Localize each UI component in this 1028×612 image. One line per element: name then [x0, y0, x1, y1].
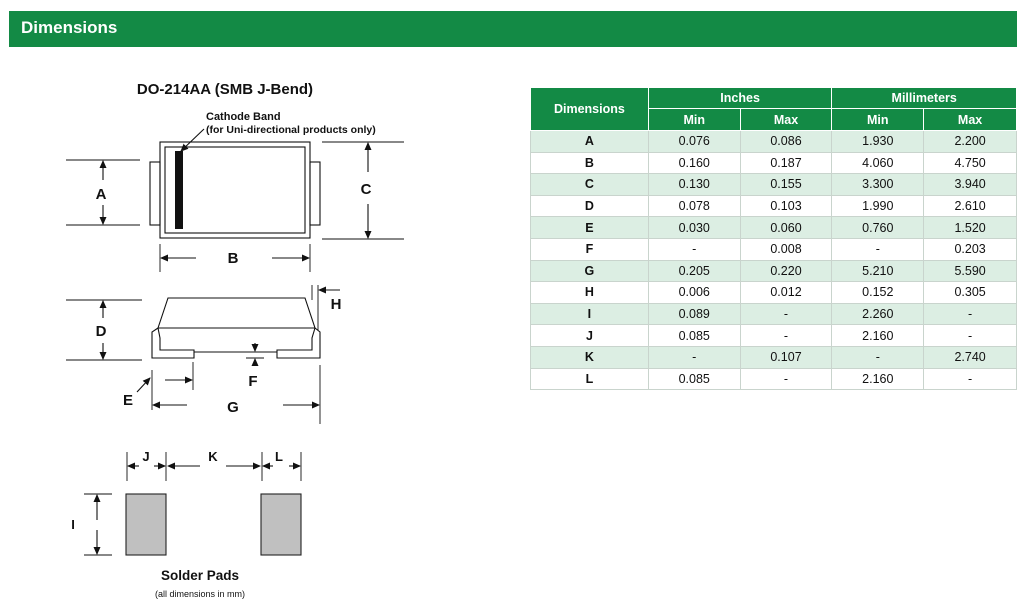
- cell-mm-max: 2.610: [924, 195, 1017, 217]
- solder-pad-right: [261, 494, 301, 555]
- j-lead-outline: [152, 328, 320, 358]
- cell-inches-min: 0.006: [648, 282, 740, 304]
- cell-mm-min: 0.152: [832, 282, 924, 304]
- cell-dimension: F: [531, 238, 649, 260]
- cell-dimension: G: [531, 260, 649, 282]
- cell-inches-max: 0.012: [740, 282, 832, 304]
- dim-label-a: A: [95, 186, 107, 203]
- cell-dimension: C: [531, 174, 649, 196]
- cell-mm-min: 1.990: [832, 195, 924, 217]
- side-view: [66, 285, 340, 424]
- cell-inches-max: -: [740, 368, 832, 390]
- cell-inches-max: 0.155: [740, 174, 832, 196]
- right-lead: [310, 162, 320, 225]
- cell-inches-min: -: [648, 238, 740, 260]
- col-header-dimensions: Dimensions: [531, 88, 649, 131]
- dim-label-d: D: [95, 323, 107, 340]
- table-row: [531, 368, 1017, 390]
- cell-mm-min: 3.300: [832, 174, 924, 196]
- solder-pad-left: [126, 494, 166, 555]
- cell-dimension: B: [531, 152, 649, 174]
- cell-mm-max: 0.203: [924, 238, 1017, 260]
- col-header-inches-max: Max: [740, 109, 832, 131]
- cell-dimension: L: [531, 368, 649, 390]
- cell-inches-min: 0.078: [648, 195, 740, 217]
- cell-inches-min: 0.085: [648, 368, 740, 390]
- solder-pads-view: [84, 452, 301, 555]
- col-header-inches-min: Min: [648, 109, 740, 131]
- cell-mm-max: 2.740: [924, 346, 1017, 368]
- section-title: Dimensions: [21, 18, 118, 37]
- table-row: [531, 282, 1017, 304]
- table-row: [531, 303, 1017, 325]
- solder-pads-title: Solder Pads: [160, 568, 240, 583]
- cell-inches-max: -: [740, 325, 832, 347]
- cell-mm-max: 0.305: [924, 282, 1017, 304]
- cell-dimension: E: [531, 217, 649, 239]
- table-row: [531, 346, 1017, 368]
- dim-label-e: E: [122, 392, 134, 409]
- cell-mm-min: 5.210: [832, 260, 924, 282]
- cell-dimension: J: [531, 325, 649, 347]
- cell-dimension: H: [531, 282, 649, 304]
- table-row: [531, 131, 1017, 153]
- cell-inches-min: 0.076: [648, 131, 740, 153]
- cell-mm-max: -: [924, 368, 1017, 390]
- cell-mm-max: -: [924, 325, 1017, 347]
- table-row: [531, 152, 1017, 174]
- cathode-band: [175, 151, 183, 229]
- cell-mm-min: 2.160: [832, 368, 924, 390]
- dim-label-h: H: [330, 296, 342, 313]
- cell-inches-max: 0.086: [740, 131, 832, 153]
- table-row: [531, 174, 1017, 196]
- cell-dimension: A: [531, 131, 649, 153]
- cathode-band-note: (for Uni-directional products only): [206, 124, 376, 136]
- dim-label-b: B: [227, 250, 239, 267]
- cell-mm-min: 2.260: [832, 303, 924, 325]
- body-outline-inner: [165, 147, 305, 233]
- col-header-mm-min: Min: [832, 109, 924, 131]
- cell-mm-min: -: [832, 238, 924, 260]
- solder-pads-note: (all dimensions in mm): [154, 589, 246, 599]
- dim-label-j: J: [142, 449, 150, 464]
- table-header-row: [531, 88, 1017, 109]
- cell-mm-max: 5.590: [924, 260, 1017, 282]
- table-row: [531, 260, 1017, 282]
- cell-inches-max: 0.187: [740, 152, 832, 174]
- cell-inches-min: 0.089: [648, 303, 740, 325]
- cell-mm-min: 1.930: [832, 131, 924, 153]
- cell-inches-max: 0.220: [740, 260, 832, 282]
- cell-mm-max: 4.750: [924, 152, 1017, 174]
- cell-inches-max: 0.060: [740, 217, 832, 239]
- dim-label-c: C: [360, 181, 372, 198]
- cell-dimension: I: [531, 303, 649, 325]
- dim-label-k: K: [208, 449, 218, 464]
- table-row: [531, 217, 1017, 239]
- cell-inches-min: -: [648, 346, 740, 368]
- cell-mm-max: 2.200: [924, 131, 1017, 153]
- cathode-leader: [181, 129, 204, 151]
- body-side-outline: [158, 298, 315, 328]
- cell-inches-min: 0.205: [648, 260, 740, 282]
- col-header-mm-max: Max: [924, 109, 1017, 131]
- cell-inches-max: 0.107: [740, 346, 832, 368]
- dimensions-table: [530, 87, 1017, 390]
- cell-inches-min: 0.160: [648, 152, 740, 174]
- cell-mm-min: 2.160: [832, 325, 924, 347]
- cell-inches-min: 0.085: [648, 325, 740, 347]
- table-row: [531, 325, 1017, 347]
- cell-dimension: D: [531, 195, 649, 217]
- cell-mm-max: 1.520: [924, 217, 1017, 239]
- cell-mm-min: 0.760: [832, 217, 924, 239]
- col-header-millimeters: Millimeters: [832, 88, 1017, 109]
- left-lead: [150, 162, 160, 225]
- cell-mm-min: 4.060: [832, 152, 924, 174]
- table-row: [531, 238, 1017, 260]
- col-header-inches: Inches: [648, 88, 832, 109]
- table-row: [531, 195, 1017, 217]
- dim-label-l: L: [275, 449, 283, 464]
- dim-label-f: F: [248, 373, 258, 390]
- cell-inches-min: 0.130: [648, 174, 740, 196]
- cell-mm-max: -: [924, 303, 1017, 325]
- dim-e-leader: [137, 378, 150, 392]
- package-title: DO-214AA (SMB J-Bend): [136, 81, 314, 98]
- cell-inches-max: -: [740, 303, 832, 325]
- cell-inches-max: 0.008: [740, 238, 832, 260]
- cell-inches-max: 0.103: [740, 195, 832, 217]
- cathode-band-label: Cathode Band: [206, 111, 281, 123]
- cell-inches-min: 0.030: [648, 217, 740, 239]
- dim-label-i: I: [71, 517, 75, 532]
- dim-label-g: G: [227, 399, 239, 416]
- cell-dimension: K: [531, 346, 649, 368]
- cell-mm-min: -: [832, 346, 924, 368]
- cell-mm-max: 3.940: [924, 174, 1017, 196]
